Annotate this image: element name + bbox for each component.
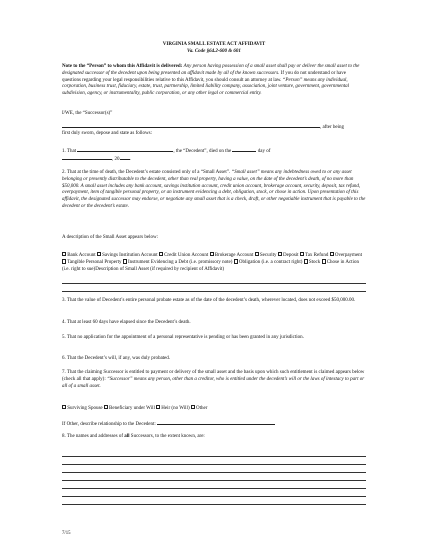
asset-option[interactable]: Savings Institution Account <box>97 253 158 258</box>
successor-basis-group <box>62 405 366 412</box>
checkbox[interactable] <box>104 405 108 409</box>
asset-option[interactable]: Credit Union Account <box>159 253 208 258</box>
successors-after: , after being <box>320 125 345 130</box>
checkbox[interactable] <box>159 252 163 256</box>
basis-option[interactable]: Heir (no Will) <box>156 406 190 411</box>
item2-plain: 2. That at the time of death, the Decedent’s estate consisted only of a “Small Asset”. <box>62 170 231 175</box>
page-code: 7/15 <box>62 531 71 536</box>
successor-line[interactable] <box>62 456 366 457</box>
other-relationship-row <box>62 420 366 429</box>
item1-mid: , the “Decedent”, died on the <box>173 149 232 154</box>
item-8 <box>62 434 366 441</box>
note-lead: Note to the “Person” to whom this Affidavit is delivered: <box>62 64 183 69</box>
asset-description-line[interactable] <box>62 291 366 292</box>
item-1-cont <box>62 155 366 164</box>
note-paragraph <box>62 64 366 98</box>
asset-description-label: Description of Small Asset (if required by recipient of Affidavit) <box>95 266 225 272</box>
checkbox[interactable] <box>300 252 304 256</box>
checkbox[interactable] <box>62 259 66 263</box>
item1-year: , 20 <box>112 157 120 162</box>
successor-line[interactable] <box>62 472 366 473</box>
other-relationship-label: If Other, describe relationship to the Decedent: <box>62 422 156 427</box>
checkbox[interactable] <box>278 252 282 256</box>
checkbox[interactable] <box>97 252 101 256</box>
successor-line[interactable] <box>62 488 366 489</box>
item2-italic: “Small asset” means any indebtedness owed to or any asset belonging or presently distributable to the decedent, other than real property, having a value, on the date of the decedent’s death, of no more than $50,000. A small asset includes any bank account, savings institution account, credit union account, brokerage account, security, deposit, tax refund, overpayment, item of tangible personal property, or an instrument evidencing a debt, obligation, stock, or chose in action. Upon presentation of this affidavit, the designated successor may endorse, or negotiate any small asset that is a check, draft, or other negotiable instrument that is payable to the decedent or the decedent’s estate. <box>62 170 366 209</box>
successors-name-field[interactable] <box>62 123 320 128</box>
checkbox[interactable] <box>210 252 214 256</box>
asset-option[interactable]: Obligation (i.e. a contract right) <box>234 260 303 265</box>
form-title: VIRGINIA SMALL ESTATE ACT AFFIDAVIT <box>162 42 266 47</box>
decedent-name-field[interactable] <box>77 147 173 152</box>
checkbox[interactable] <box>123 259 127 263</box>
asset-option[interactable]: Tangible Personal Property <box>62 260 122 265</box>
checkbox[interactable] <box>322 259 326 263</box>
checkbox[interactable] <box>304 259 308 263</box>
successor-line[interactable] <box>62 464 366 465</box>
item8-suffix: Successors, to the extent known, are: <box>130 434 205 439</box>
item8-prefix: 8. The names and addresses of <box>62 434 124 439</box>
checkbox[interactable] <box>62 405 66 409</box>
item7-plain: 7. That the claiming Successor is entitled to payment or delivery of the small asset and the basis upon which such entitlement is claimed appears below (check all that apply): <box>62 370 365 382</box>
item7-italic: “Successor” means any person, other than a creditor, who is entitled under the decedent’s will or the laws of intestacy to part or all of a small asset. <box>62 376 365 389</box>
asset-option[interactable]: Deposit <box>278 253 299 258</box>
checkbox[interactable] <box>234 259 238 263</box>
asset-option[interactable]: Tax Refund <box>300 253 329 258</box>
asset-option[interactable]: Overpayment <box>330 253 362 258</box>
item-5: 5. That no application for the appointment of a personal representative is pending or has been granted in any jurisdiction. <box>62 335 304 340</box>
asset-option[interactable]: Security <box>255 253 277 258</box>
other-relationship-field[interactable] <box>157 420 275 425</box>
note-plain: If you do not understand or have questions regarding your legal responsibilities relative to this Affidavit, you should consult an attorney at law. <box>62 70 346 83</box>
note-italic-1: Any person having possession of a small asset shall pay or deliver the small asset to the designated successor of the decedent upon being presented an affidavit made by all of the known successors. <box>62 64 360 76</box>
successor-line[interactable] <box>62 504 366 505</box>
checkbox[interactable] <box>156 405 160 409</box>
checkbox[interactable] <box>191 405 195 409</box>
item1-day: day of <box>257 149 271 154</box>
successor-line[interactable] <box>62 496 366 497</box>
asset-option[interactable]: Bank Account <box>62 253 96 258</box>
death-year-field[interactable] <box>120 155 130 160</box>
death-month-field[interactable] <box>62 155 112 160</box>
asset-description-line[interactable] <box>62 283 366 284</box>
item-6: 6. That the Decedent’s will, if any, was duly probated. <box>62 356 171 361</box>
checkbox[interactable] <box>62 252 66 256</box>
basis-option[interactable]: Beneficiary under Will <box>104 406 155 411</box>
basis-option[interactable]: Other <box>191 406 208 411</box>
note-italic-2: “Person” means any individual, corporation, business trust, fiduciary, estate, trust, partnership, limited liability company, association, joint venture, government, governmental subdivision, agency, or instrumentality, public corporation, or any other legal or commercial entity. <box>62 77 350 97</box>
successor-line[interactable] <box>62 480 366 481</box>
successors-sworn: first duly sworn, depose and state as follows: <box>62 131 152 136</box>
asset-option[interactable]: Brokerage Account <box>210 253 254 258</box>
basis-option[interactable]: Surviving Spouse <box>62 406 103 411</box>
item-7 <box>62 370 366 390</box>
asset-label: A description of the Small Asset appears below: <box>62 235 158 240</box>
statute-code: Va. Code §64.2-600 & 601 <box>187 49 241 54</box>
item-4: 4. That at least 60 days have elapsed since the Decedent’s death. <box>62 320 191 325</box>
checkbox[interactable] <box>330 252 334 256</box>
asset-checkbox-group <box>62 252 366 274</box>
checkbox[interactable] <box>255 252 259 256</box>
asset-option[interactable]: Chose in Action (i.e. right to sue) <box>62 260 359 272</box>
item-2 <box>62 170 366 211</box>
asset-option[interactable]: Stock <box>304 260 321 265</box>
item8-bold: all <box>124 434 130 439</box>
item1-end: . <box>129 157 131 162</box>
asset-option[interactable]: Instrument Evidencing a Debt (i.e. promissory note) <box>123 260 233 265</box>
item-3: 3. That the value of Decedent’s entire personal probate estate as of the date of the decedent’s death, wherever located, does not exceed $50,000.00. <box>62 298 356 303</box>
death-day-field[interactable] <box>232 147 256 152</box>
item1-prefix: 1. That <box>62 149 77 154</box>
successors-label: I/WE, the “Successor(s)” <box>62 111 113 116</box>
